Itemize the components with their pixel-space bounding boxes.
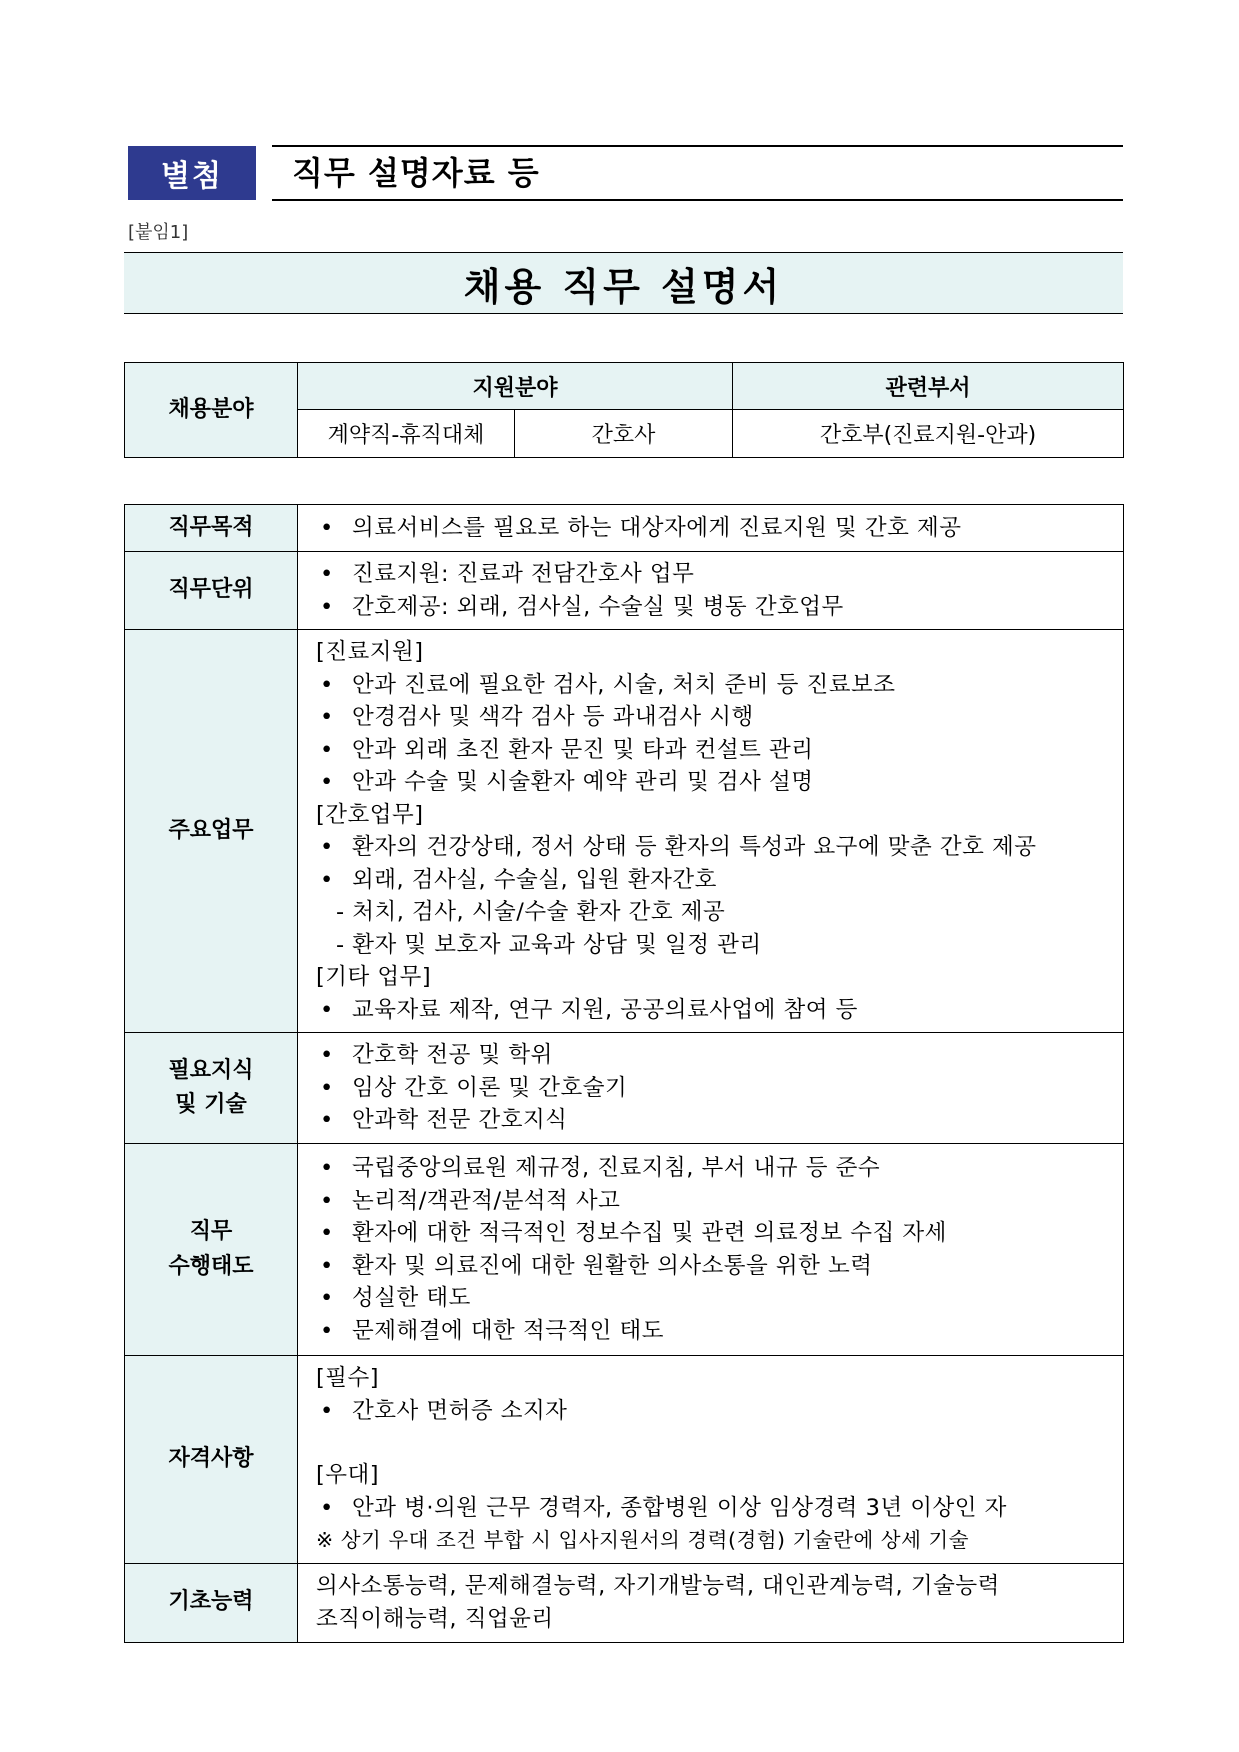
list-item: • 간호사 면허증 소지자 <box>316 1395 1105 1428</box>
contract-type-cell: 계약직-휴직대체 <box>298 410 515 458</box>
clinical-support-heading: [진료지원] <box>316 639 424 665</box>
row-main-duties <box>125 630 1124 1033</box>
hiring-field-label: 채용분야 <box>125 363 298 458</box>
basic-competencies-label: 기초능력 <box>125 1563 298 1642</box>
list-item: • 안과 외래 초진 환자 문진 및 타과 컨설트 관리 <box>316 734 1105 767</box>
list-item: • 성실한 태도 <box>316 1282 1105 1315</box>
bullet-icon: • <box>320 1397 334 1424</box>
list-item: • 국립중앙의료원 제규정, 진료지침, 부서 내규 등 준수 <box>316 1152 1105 1185</box>
list-item: • 안과 수술 및 시술환자 예약 관리 및 검사 설명 <box>316 766 1105 799</box>
related-dept-header: 관련부서 <box>733 363 1124 410</box>
list-item: • 안과 병·의원 근무 경력자, 종합병원 이상 임상경력 3년 이상인 자 <box>316 1492 1105 1525</box>
list-item: • 임상 간호 이론 및 간호술기 <box>316 1072 1105 1105</box>
bullet-icon: • <box>320 1285 334 1311</box>
header-rule-bottom <box>272 199 1123 201</box>
list-item: • 문제해결에 대한 적극적인 태도 <box>316 1315 1105 1348</box>
bullet-icon: • <box>320 1220 334 1246</box>
attachment-label: [붙임1] <box>128 222 189 243</box>
bullet-icon: • <box>320 1252 334 1279</box>
list-item: • 안과학 전문 간호지식 <box>316 1104 1105 1137</box>
list-item: • 안과 진료에 필요한 검사, 시술, 처치 준비 등 진료보조 <box>316 669 1105 702</box>
support-field-header: 지원분야 <box>298 363 733 410</box>
row-job-purpose <box>125 505 1124 552</box>
bullet-icon: • <box>320 736 334 763</box>
preferred-note: ※ 상기 우대 조건 부합 시 입사지원서의 경력(경험) 기술란에 상세 기술 <box>316 1528 970 1552</box>
bullet-icon: • <box>320 671 334 698</box>
bullet-icon: • <box>320 769 334 795</box>
bullet-icon: • <box>320 1074 334 1101</box>
list-item: • 간호학 전공 및 학위 <box>316 1039 1105 1072</box>
preferred-heading: [우대] <box>316 1462 380 1488</box>
bullet-icon: • <box>320 1042 334 1069</box>
bullet-icon: • <box>320 514 334 541</box>
required-heading: [필수] <box>316 1365 380 1391</box>
qualifications-content <box>298 1356 1124 1564</box>
bullet-icon: • <box>320 834 334 860</box>
section-title: 직무 설명자료 등 <box>292 154 540 192</box>
bullet-icon: • <box>320 1187 334 1214</box>
bullet-icon: • <box>320 561 334 587</box>
job-purpose-label: 직무목적 <box>125 505 298 552</box>
document-title: 채용 직무 설명서 <box>124 252 1123 314</box>
knowledge-skills-label: 필요지식 및 기술 <box>125 1033 298 1144</box>
list-item: • 환자에 대한 적극적인 정보수집 및 관련 의료정보 수집 자세 <box>316 1217 1105 1250</box>
list-item: • 외래, 검사실, 수술실, 입원 환자간호 <box>316 864 1105 897</box>
sub-list-item: - 환자 및 보호자 교육과 상담 및 일정 관리 <box>336 931 762 958</box>
job-attitude-content <box>298 1144 1124 1356</box>
list-item: • 간호제공: 외래, 검사실, 수술실 및 병동 간호업무 <box>316 591 1105 624</box>
bullet-icon: • <box>320 866 334 893</box>
hiring-field-table <box>124 362 1124 458</box>
row-knowledge-skills <box>125 1033 1124 1144</box>
department-cell: 간호부(진료지원-안과) <box>733 410 1124 458</box>
list-item: • 의료서비스를 필요로 하는 대상자에게 진료지원 및 간호 제공 <box>316 512 1105 545</box>
list-item: • 교육자료 제작, 연구 지원, 공공의료사업에 참여 등 <box>316 994 1105 1027</box>
knowledge-skills-content <box>298 1033 1124 1144</box>
bullet-icon: • <box>320 1155 334 1181</box>
qualifications-label: 자격사항 <box>125 1356 298 1564</box>
row-job-units <box>125 552 1124 630</box>
row-qualifications <box>125 1356 1124 1564</box>
job-attitude-label: 직무 수행태도 <box>125 1144 298 1356</box>
main-duties-content <box>298 630 1124 1033</box>
bullet-icon: • <box>320 593 334 620</box>
list-item: • 환자의 건강상태, 정서 상태 등 환자의 특성과 요구에 맞춘 간호 제공 <box>316 831 1105 864</box>
nursing-duties-heading: [간호업무] <box>316 801 424 828</box>
main-duties-label: 주요업무 <box>125 630 298 1033</box>
bullet-icon: • <box>320 1317 334 1344</box>
job-units-content <box>298 552 1124 630</box>
position-cell: 간호사 <box>515 410 733 458</box>
list-item: • 안경검사 및 색각 검사 등 과내검사 시행 <box>316 701 1105 734</box>
appendix-badge: 별첨 <box>128 146 256 200</box>
list-item: • 진료지원: 진료과 전담간호사 업무 <box>316 558 1105 591</box>
row-basic-competencies <box>125 1563 1124 1642</box>
list-item: • 환자 및 의료진에 대한 원활한 의사소통을 위한 노력 <box>316 1250 1105 1283</box>
sub-list-item: - 처치, 검사, 시술/수술 환자 간호 제공 <box>336 899 726 925</box>
other-duties-heading: [기타 업무] <box>316 964 432 990</box>
job-description-table <box>124 504 1124 1643</box>
bullet-icon: • <box>320 704 334 730</box>
list-item: • 논리적/객관적/분석적 사고 <box>316 1185 1105 1218</box>
bullet-icon: • <box>320 1494 334 1521</box>
basic-competencies-content: 의사소통능력, 문제해결능력, 자기개발능력, 대인관계능력, 기술능력 조직이해능력, 직업윤리 <box>298 1563 1124 1642</box>
bullet-icon: • <box>320 1107 334 1134</box>
row-job-attitude <box>125 1144 1124 1356</box>
job-purpose-content <box>298 505 1124 552</box>
job-units-label: 직무단위 <box>125 552 298 630</box>
bullet-icon: • <box>320 996 334 1023</box>
header-rule-top <box>272 145 1123 147</box>
